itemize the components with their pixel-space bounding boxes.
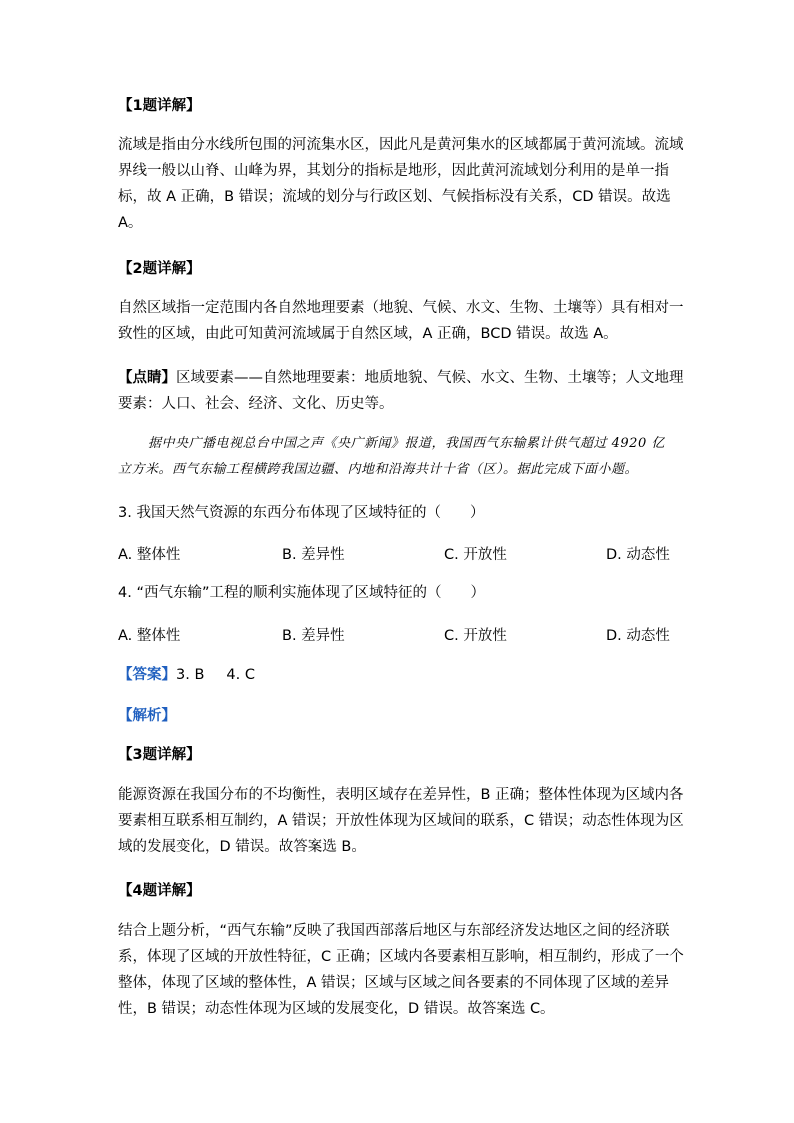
dianjing-text: 区域要素——自然地理要素：地质地貌、气候、水文、生物、土壤等；人文地理 xyxy=(176,370,684,386)
dianjing-label: 【点睛】 xyxy=(118,370,176,386)
text-line: 据中央广播电视总台中国之声《央广新闻》报道，我国西气东输累计供气超过 4920 亿 xyxy=(148,436,665,451)
section-1-heading: 【1题详解】 xyxy=(118,98,201,114)
option-b: B. 差异性 xyxy=(282,628,345,644)
answer-label: 【答案】 xyxy=(118,667,176,683)
reading-passage xyxy=(118,431,678,483)
text-line: 界线一般以山脊、山峰为界，其划分的指标是地形，因此黄河流域划分利用的是单一指 xyxy=(118,163,669,179)
answer-3: 3. B xyxy=(176,667,205,683)
option-d: D. 动态性 xyxy=(606,547,670,563)
analysis-label: 【解析】 xyxy=(118,708,176,724)
question-4-options xyxy=(118,624,678,646)
question-3-stem: 3. 我国天然气资源的东西分布体现了区域特征的（ ） xyxy=(118,505,485,521)
option-a: A. 整体性 xyxy=(118,547,181,563)
text-line: 整体，体现了区域的整体性，A 错误；区域与区域之间各要素的不同体现了区域的差异 xyxy=(118,975,670,991)
text-line: 致性的区域，由此可知黄河流域属于自然区域，A 正确，BCD 错误。故选 A。 xyxy=(118,326,618,342)
question-3-options xyxy=(118,543,678,565)
text-line: 标，故 A 正确，B 错误；流域的划分与行政区划、气候指标没有关系，CD 错误。故选 xyxy=(118,189,671,205)
answer-4: 4. C xyxy=(226,667,255,683)
text-line: 结合上题分析，“西气东输”反映了我国西部落后地区与东部经济发达地区之间的经济联 xyxy=(118,923,670,939)
text-line: 系，体现了区域的开放性特征，C 正确；区域内各要素相互影响，相互制约，形成了一个 xyxy=(118,949,684,965)
section-3-heading: 【3题详解】 xyxy=(118,747,201,763)
option-b: B. 差异性 xyxy=(282,547,345,563)
text-line: 能源资源在我国分布的不均衡性，表明区域存在差异性，B 正确；整体性体现为区域内各 xyxy=(118,787,684,803)
section-3-body xyxy=(118,782,684,860)
dianjing-block xyxy=(118,365,684,417)
text-line: 自然区域指一定范围内各自然地理要素（地貌、气候、水文、生物、土壤等）具有相对一 xyxy=(118,300,684,316)
section-4-body xyxy=(118,918,684,1022)
section-4-heading: 【4题详解】 xyxy=(118,883,201,899)
answer-line xyxy=(118,663,255,684)
text-line: 要素：人口、社会、经济、文化、历史等。 xyxy=(118,396,394,412)
text-line: 立方米。西气东输工程横跨我国边疆、内地和沿海共计十省（区）。据此完成下面小题。 xyxy=(118,462,639,477)
text-line: 流域是指由分水线所包围的河流集水区，因此凡是黄河集水的区域都属于黄河流域。流域 xyxy=(118,137,684,153)
option-c: C. 开放性 xyxy=(444,547,507,563)
text-line xyxy=(118,365,684,391)
text-line: A。 xyxy=(118,215,143,231)
section-2-heading: 【2题详解】 xyxy=(118,261,201,277)
option-d: D. 动态性 xyxy=(606,628,670,644)
option-c: C. 开放性 xyxy=(444,628,507,644)
question-4-stem: 4. “西气东输”工程的顺利实施体现了区域特征的（ ） xyxy=(118,585,485,601)
section-2-body xyxy=(118,295,684,347)
text-line: 域的发展变化，D 错误。故答案选 B。 xyxy=(118,839,366,855)
text-line: 要素相互联系相互制约，A 错误；开放性体现为区域间的联系，C 错误；动态性体现为区 xyxy=(118,813,684,829)
section-1-body xyxy=(118,132,684,236)
option-a: A. 整体性 xyxy=(118,628,181,644)
text-line: 性，B 错误；动态性体现为区域的发展变化，D 错误。故答案选 C。 xyxy=(118,1001,555,1017)
